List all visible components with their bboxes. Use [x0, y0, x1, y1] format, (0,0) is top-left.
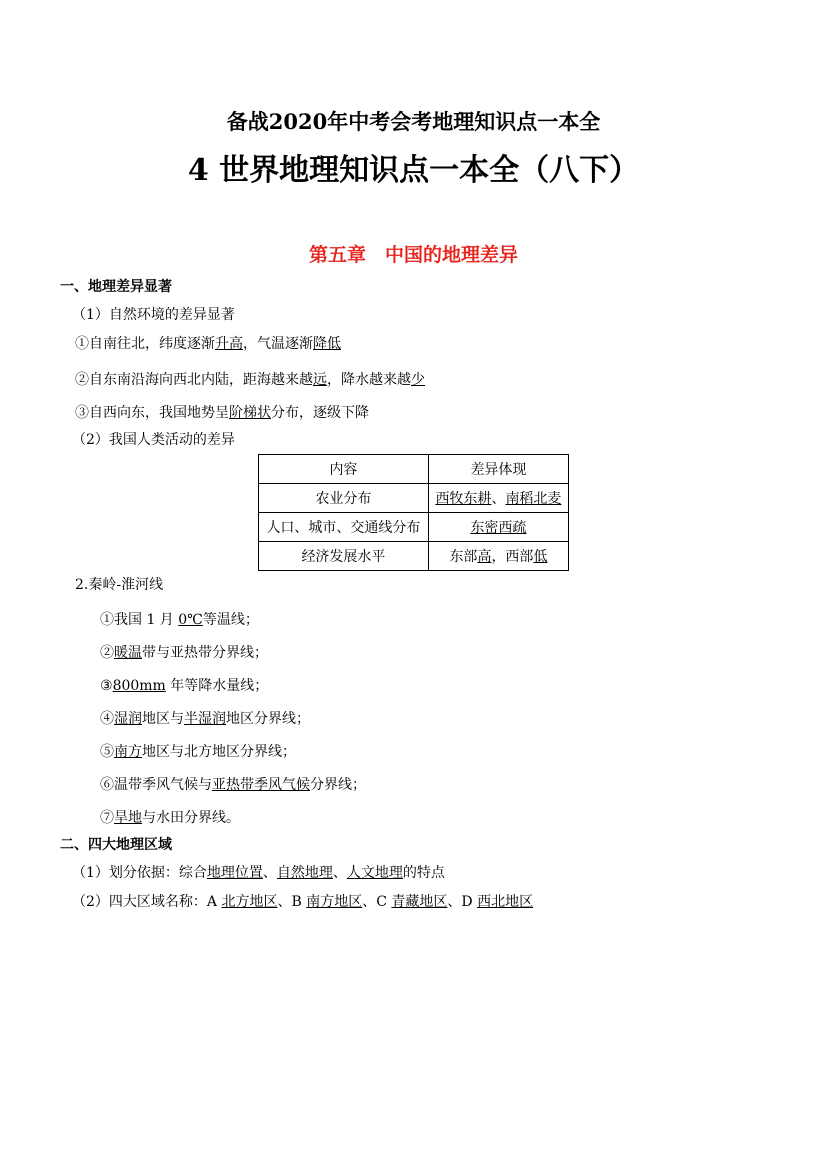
document-title: 4 世界地理知识点一本全（八下）	[187, 153, 640, 188]
division-basis: （1）划分依据：综合地理位置、自然地理、人文地理的特点	[72, 865, 445, 881]
qinling-item-3: ③800mm 年等降水量线；	[100, 678, 269, 694]
human-activity-table	[258, 454, 569, 571]
table-row	[259, 542, 569, 571]
subsection-human-activity: （2）我国人类活动的差异	[72, 432, 235, 448]
qinling-item-5: ⑤南方地区与北方地区分界线；	[100, 744, 296, 760]
section-heading-four-regions: 二、四大地理区域	[60, 837, 172, 853]
table-header-cell: 差异体现	[428, 455, 568, 484]
table-row	[259, 513, 569, 542]
qinling-item-2: ②暖温带与亚热带分界线；	[100, 645, 268, 661]
subsection-natural-environment: （1）自然环境的差异显著	[72, 307, 235, 323]
table-header-cell: 内容	[259, 455, 429, 484]
qinling-item-7: ⑦旱地与水田分界线。	[100, 810, 240, 826]
table-row	[259, 484, 569, 513]
qinling-heading: 2.秦岭-淮河线	[75, 577, 164, 593]
list-item-sea-distance: ②自东南沿海向西北内陆，距海越来越远，降水越来越少	[75, 372, 425, 388]
table-cell: 人口、城市、交通线分布	[259, 513, 429, 542]
list-item-latitude: ①自南往北，纬度逐渐升高，气温逐渐降低	[75, 336, 341, 352]
table-cell: 经济发展水平	[259, 542, 429, 571]
qinling-item-1: ①我国 1 月 0℃等温线；	[100, 612, 259, 628]
chapter-title: 第五章 中国的地理差异	[308, 244, 518, 266]
region-names: （2）四大区域名称：A 北方地区、B 南方地区、C 青藏地区、D 西北地区	[72, 894, 534, 910]
section-heading-geographic-differences: 一、地理差异显著	[60, 279, 172, 295]
table-cell: 西牧东耕、南稻北麦	[428, 484, 568, 513]
table-cell: 农业分布	[259, 484, 429, 513]
document-supertitle: 备战2020年中考会考地理知识点一本全	[226, 109, 601, 134]
table-cell: 东部高，西部低	[428, 542, 568, 571]
table-cell: 东密西疏	[428, 513, 568, 542]
list-item-terrain: ③自西向东，我国地势呈阶梯状分布，逐级下降	[75, 405, 369, 421]
table-header-row	[259, 455, 569, 484]
qinling-item-4: ④湿润地区与半湿润地区分界线；	[100, 711, 310, 727]
qinling-item-6: ⑥温带季风气候与亚热带季风气候分界线；	[100, 777, 366, 793]
